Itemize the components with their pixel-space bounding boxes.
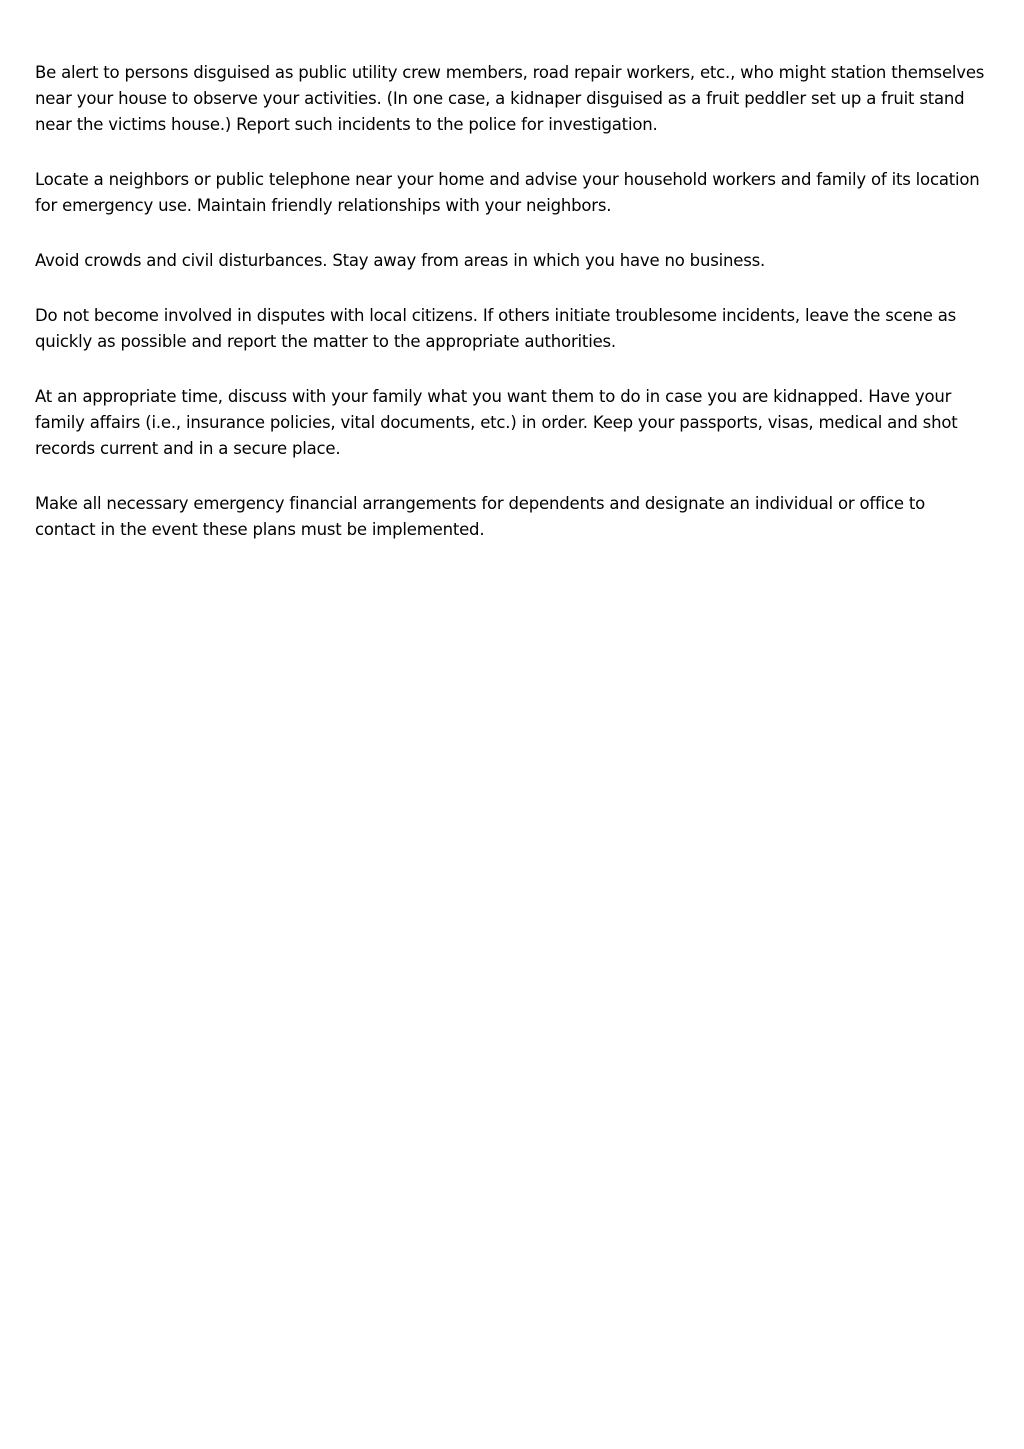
paragraph-avoid-crowds: Avoid crowds and civil disturbances. Stay away from areas in which you have no business. [35, 251, 766, 270]
document-body [35, 60, 985, 572]
paragraph-avoid-disputes: Do not become involved in disputes with local citizens. If others initiate troublesome incidents, leave the scene as quickly as possible and report the matter to the appropriate authorities. [35, 306, 957, 351]
paragraph-utility-disguise: Be alert to persons disguised as public utility crew members, road repair workers, etc., who might station themselves near your house to observe your activities. (In one case, a kidnaper disguised as a fruit peddler set up a fruit stand near the victims house.) Report such incidents to the police for investigation. [35, 63, 985, 134]
paragraph-neighbor-telephone: Locate a neighbors or public telephone near your home and advise your household workers and family of its location for emergency use. Maintain friendly relationships with your neighbors. [35, 170, 980, 215]
paragraph-financial-arrangements: Make all necessary emergency financial arrangements for dependents and designate an individual or office to contact in the event these plans must be implemented. [35, 494, 926, 539]
paragraph-family-plan: At an appropriate time, discuss with your family what you want them to do in case you are kidnapped. Have your family affairs (i.e., insurance policies, vital documents, etc.) in order. Keep your passports, visas, medical and shot records current and in a secure place. [35, 387, 958, 458]
